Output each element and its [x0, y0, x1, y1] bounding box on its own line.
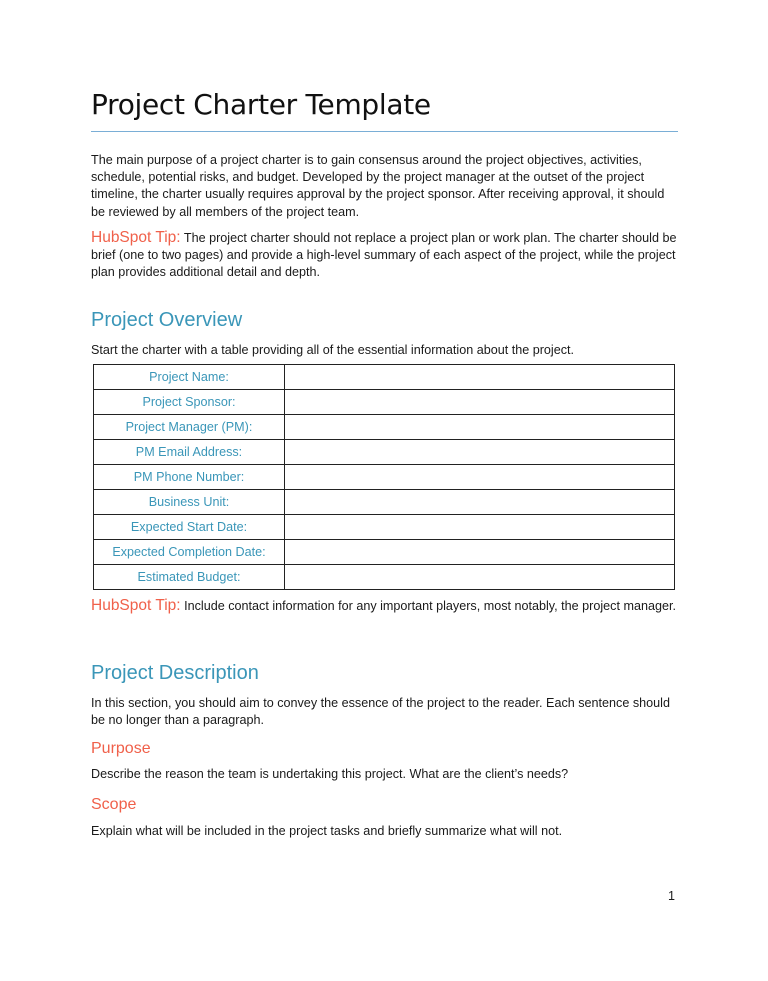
- purpose-paragraph: Describe the reason the team is undertaking this project. What are the client’s needs?: [91, 767, 569, 781]
- section-heading-description: Project Description: [91, 662, 259, 684]
- scope-paragraph: Explain what will be included in the project tasks and briefly summarize what will not.: [91, 824, 563, 838]
- row-value[interactable]: [285, 365, 675, 390]
- hubspot-tip-1: [91, 229, 681, 282]
- table-row: [94, 415, 675, 440]
- row-label: Expected Completion Date:: [94, 540, 285, 565]
- section-heading-overview: Project Overview: [91, 309, 243, 331]
- row-label: Estimated Budget:: [94, 565, 285, 590]
- row-label: Project Manager (PM):: [94, 415, 285, 440]
- tip-text: The project charter should not replace a project plan or work plan. The charter should be brief (one to two pages) and provide a high-level summary of each aspect of the project, while the project plan provides additional detail and depth.: [91, 231, 677, 280]
- subheading-purpose: Purpose: [91, 740, 151, 757]
- row-value[interactable]: [285, 540, 675, 565]
- tip-label: HubSpot Tip:: [91, 597, 181, 614]
- table-row: [94, 365, 675, 390]
- tip-label: HubSpot Tip:: [91, 229, 181, 246]
- row-label: PM Phone Number:: [94, 465, 285, 490]
- row-label: Project Name:: [94, 365, 285, 390]
- title-divider: [91, 131, 678, 132]
- table-row: [94, 565, 675, 590]
- row-value[interactable]: [285, 465, 675, 490]
- row-label: Project Sponsor:: [94, 390, 285, 415]
- tip-text: Include contact information for any important players, most notably, the project manager.: [180, 599, 676, 613]
- table-row: [94, 490, 675, 515]
- row-value[interactable]: [285, 415, 675, 440]
- table-row: [94, 515, 675, 540]
- page-number: 1: [668, 889, 676, 903]
- page-title: Project Charter Template: [91, 88, 431, 121]
- row-label: Expected Start Date:: [94, 515, 285, 540]
- hubspot-tip-2: [91, 597, 681, 615]
- row-value[interactable]: [285, 515, 675, 540]
- subheading-scope: Scope: [91, 796, 137, 813]
- row-label: Business Unit:: [94, 490, 285, 515]
- description-paragraph: In this section, you should aim to convey the essence of the project to the reader. Each sentence should be no longer than a paragraph.: [91, 696, 670, 728]
- row-value[interactable]: [285, 490, 675, 515]
- table-row: [94, 540, 675, 565]
- row-value[interactable]: [285, 565, 675, 590]
- table-row: [94, 465, 675, 490]
- overview-intro: Start the charter with a table providing all of the essential information about the project.: [91, 343, 575, 357]
- project-overview-table: [93, 364, 675, 590]
- row-value[interactable]: [285, 440, 675, 465]
- row-value[interactable]: [285, 390, 675, 415]
- table-row: [94, 440, 675, 465]
- row-label: PM Email Address:: [94, 440, 285, 465]
- table-row: [94, 390, 675, 415]
- intro-paragraph: The main purpose of a project charter is to gain consensus around the project objectives, activities, schedule, potential risks, and budget. Developed by the project manager at the outset of the project timeline, the charter usually requires approval by the project sponsor. After receiving approval, it should be reviewed by all members of the project team.: [91, 153, 665, 219]
